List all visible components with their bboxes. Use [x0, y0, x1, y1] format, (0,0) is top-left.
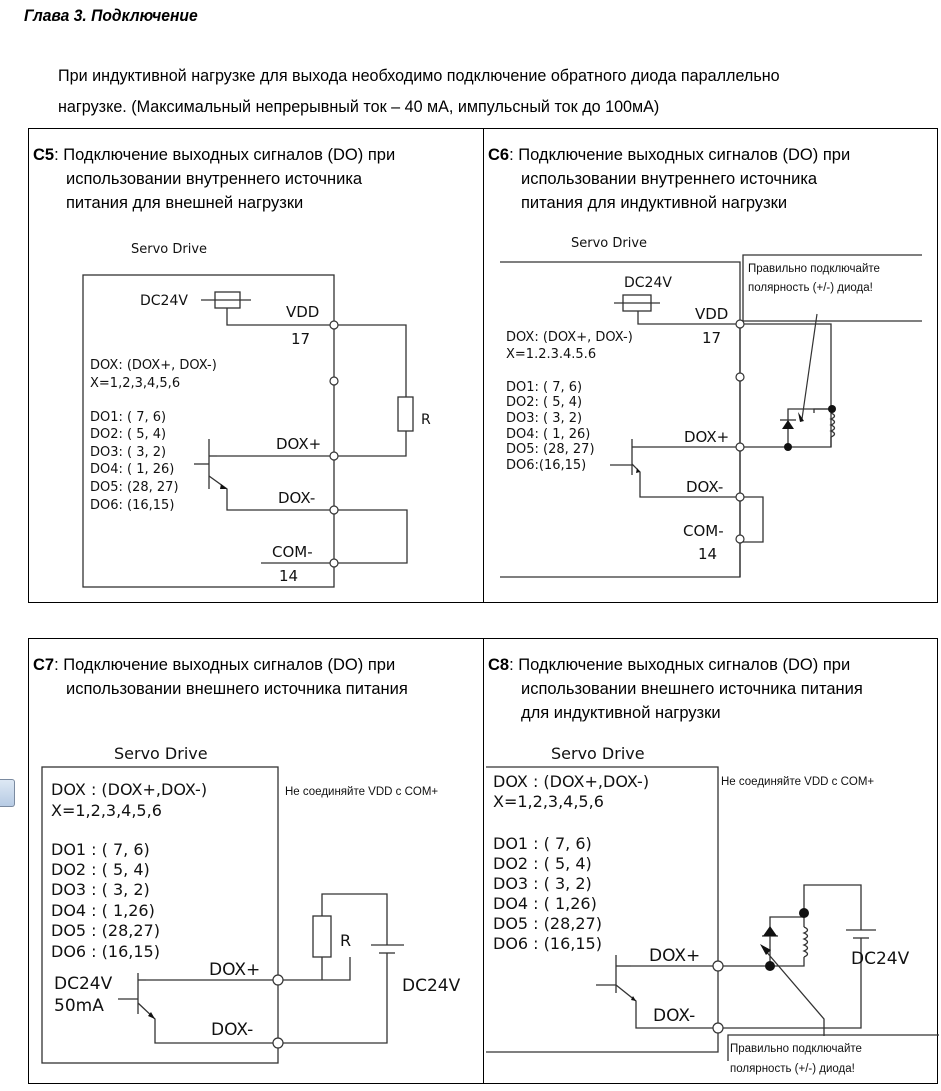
- c8-polarity-note-1: Правильно подключайте: [730, 1043, 862, 1055]
- c8-do5: DO5 : (28,27): [493, 914, 602, 933]
- c7-do2: DO2 : ( 5, 4): [51, 860, 150, 879]
- c7-do6: DO6 : (16,15): [51, 942, 160, 961]
- diagram-c5: [28, 128, 484, 603]
- c6-vdd-pin: 17: [702, 329, 722, 347]
- c6-dox: DOX: (DOX+, DOX-): [506, 330, 633, 345]
- c6-polarity-note-2: полярность (+/-) диода!: [748, 282, 873, 294]
- c7-do1: DO1 : ( 7, 6): [51, 840, 150, 859]
- c7-schematic: [29, 639, 485, 1085]
- c5-title-3: питания для внешней нагрузки: [66, 194, 304, 212]
- c5-do2: DO2: ( 5, 4): [90, 427, 167, 442]
- c6-doxp: DOX+: [684, 428, 730, 446]
- c5-do1: DO1: ( 7, 6): [90, 410, 167, 425]
- c6-do2: DO2: ( 5, 4): [506, 395, 583, 410]
- c5-com-pin: 14: [279, 567, 299, 585]
- c5-vdd-pin: 17: [291, 330, 311, 348]
- c5-doxm: DOX-: [278, 489, 316, 507]
- c8-title-1: : Подключение выходных сигналов (DO) при: [509, 656, 851, 674]
- c8-do6: DO6 : (16,15): [493, 934, 602, 953]
- c7-title-2: использовании внешнего источника питания: [66, 680, 408, 698]
- c5-x: X=1,2,3,4,5,6: [90, 376, 181, 391]
- c6-doxm: DOX-: [686, 478, 724, 496]
- diagram-c6: [483, 128, 938, 603]
- c8-x: X=1,2,3,4,5,6: [493, 792, 604, 811]
- c6-do3: DO3: ( 3, 2): [506, 411, 583, 426]
- c6-x: X=1.2.3.4.5.6: [506, 347, 597, 362]
- c8-title-3: для индуктивной нагрузки: [521, 704, 721, 722]
- diagram-c8: [483, 638, 938, 1084]
- c5-resistor-label: R: [421, 412, 431, 428]
- c5-schematic: [29, 129, 485, 604]
- c5-id: C5: [33, 146, 55, 164]
- c7-vdd-note: Не соединяйте VDD с COM+: [285, 786, 439, 798]
- c8-doxm: DOX-: [653, 1006, 696, 1026]
- c7-do4: DO4 : ( 1,26): [51, 901, 155, 920]
- c6-polarity-note-1: Правильно подключайте: [748, 263, 880, 275]
- c7-ext-dc24v: DC24V: [402, 976, 461, 996]
- c6-do6: DO6:(16,15): [506, 458, 587, 473]
- c7-do5: DO5 : (28,27): [51, 921, 160, 940]
- c7-resistor-label: R: [340, 931, 352, 950]
- c5-com: COM-: [272, 543, 313, 561]
- c7-doxp: DOX+: [209, 960, 261, 980]
- c6-do4: DO4: ( 1, 26): [506, 427, 591, 442]
- c5-drive-label: Servo Drive: [131, 242, 208, 257]
- intro-line-1: При индуктивной нагрузке для выхода необходимо подключение обратного диода параллельно: [58, 66, 780, 85]
- c5-vdd: VDD: [286, 303, 320, 321]
- c5-do6: DO6: (16,15): [90, 498, 175, 513]
- c8-schematic: [484, 639, 939, 1085]
- c8-do1: DO1 : ( 7, 6): [493, 834, 592, 853]
- c6-com: COM-: [683, 522, 724, 540]
- c8-doxp: DOX+: [649, 946, 701, 966]
- c7-dox: DOX : (DOX+,DOX-): [51, 780, 208, 799]
- c6-title-1: : Подключение выходных сигналов (DO) при: [509, 146, 851, 164]
- c7-x: X=1,2,3,4,5,6: [51, 801, 162, 820]
- c5-title-1: : Подключение выходных сигналов (DO) при: [54, 146, 396, 164]
- c6-do1: DO1: ( 7, 6): [506, 380, 583, 395]
- intro-line-2: нагрузке. (Максимальный непрерывный ток – 40 мА, импульсный ток до 100мА): [58, 97, 660, 116]
- scroll-tab[interactable]: [0, 779, 15, 807]
- c8-title-2: использовании внешнего источника питания: [521, 680, 863, 698]
- c7-drive-label: Servo Drive: [114, 744, 208, 763]
- c6-dc24v: DC24V: [624, 275, 672, 291]
- c8-ext-dc24v: DC24V: [851, 949, 910, 969]
- c7-dc24v: DC24V: [54, 974, 113, 994]
- c8-vdd-note: Не соединяйте VDD с COM+: [721, 776, 875, 788]
- c5-do3: DO3: ( 3, 2): [90, 445, 167, 460]
- c6-title-2: использовании внутреннего источника: [521, 170, 818, 188]
- c8-id: C8: [488, 656, 510, 674]
- c5-dox: DOX: (DOX+, DOX-): [90, 358, 217, 373]
- c8-dox: DOX : (DOX+,DOX-): [493, 772, 650, 791]
- c8-do2: DO2 : ( 5, 4): [493, 854, 592, 873]
- c6-drive-label: Servo Drive: [571, 236, 648, 251]
- c5-doxp: DOX+: [276, 435, 322, 453]
- c6-id: C6: [488, 146, 510, 164]
- c7-doxm: DOX-: [211, 1020, 254, 1040]
- c5-title-2: использовании внутреннего источника: [66, 170, 363, 188]
- c8-polarity-note-2: полярность (+/-) диода!: [730, 1063, 855, 1075]
- c7-do3: DO3 : ( 3, 2): [51, 880, 150, 899]
- chapter-heading: Глава 3. Подключение: [24, 6, 198, 25]
- c5-dc24v: DC24V: [140, 293, 188, 309]
- c6-vdd: VDD: [695, 305, 729, 323]
- c6-do5: DO5: (28, 27): [506, 442, 595, 457]
- intro-paragraph: [58, 60, 885, 122]
- diagram-c7: [28, 638, 484, 1084]
- c6-schematic: [484, 129, 939, 604]
- c7-title-1: : Подключение выходных сигналов (DO) при: [54, 656, 396, 674]
- c8-do3: DO3 : ( 3, 2): [493, 874, 592, 893]
- c5-do5: DO5: (28, 27): [90, 480, 179, 495]
- c5-do4: DO4: ( 1, 26): [90, 462, 175, 477]
- c8-do4: DO4 : ( 1,26): [493, 894, 597, 913]
- c6-com-pin: 14: [698, 545, 718, 563]
- c7-50ma: 50mA: [54, 996, 104, 1016]
- c6-title-3: питания для индуктивной нагрузки: [521, 194, 788, 212]
- c7-id: C7: [33, 656, 55, 674]
- c8-drive-label: Servo Drive: [551, 744, 645, 763]
